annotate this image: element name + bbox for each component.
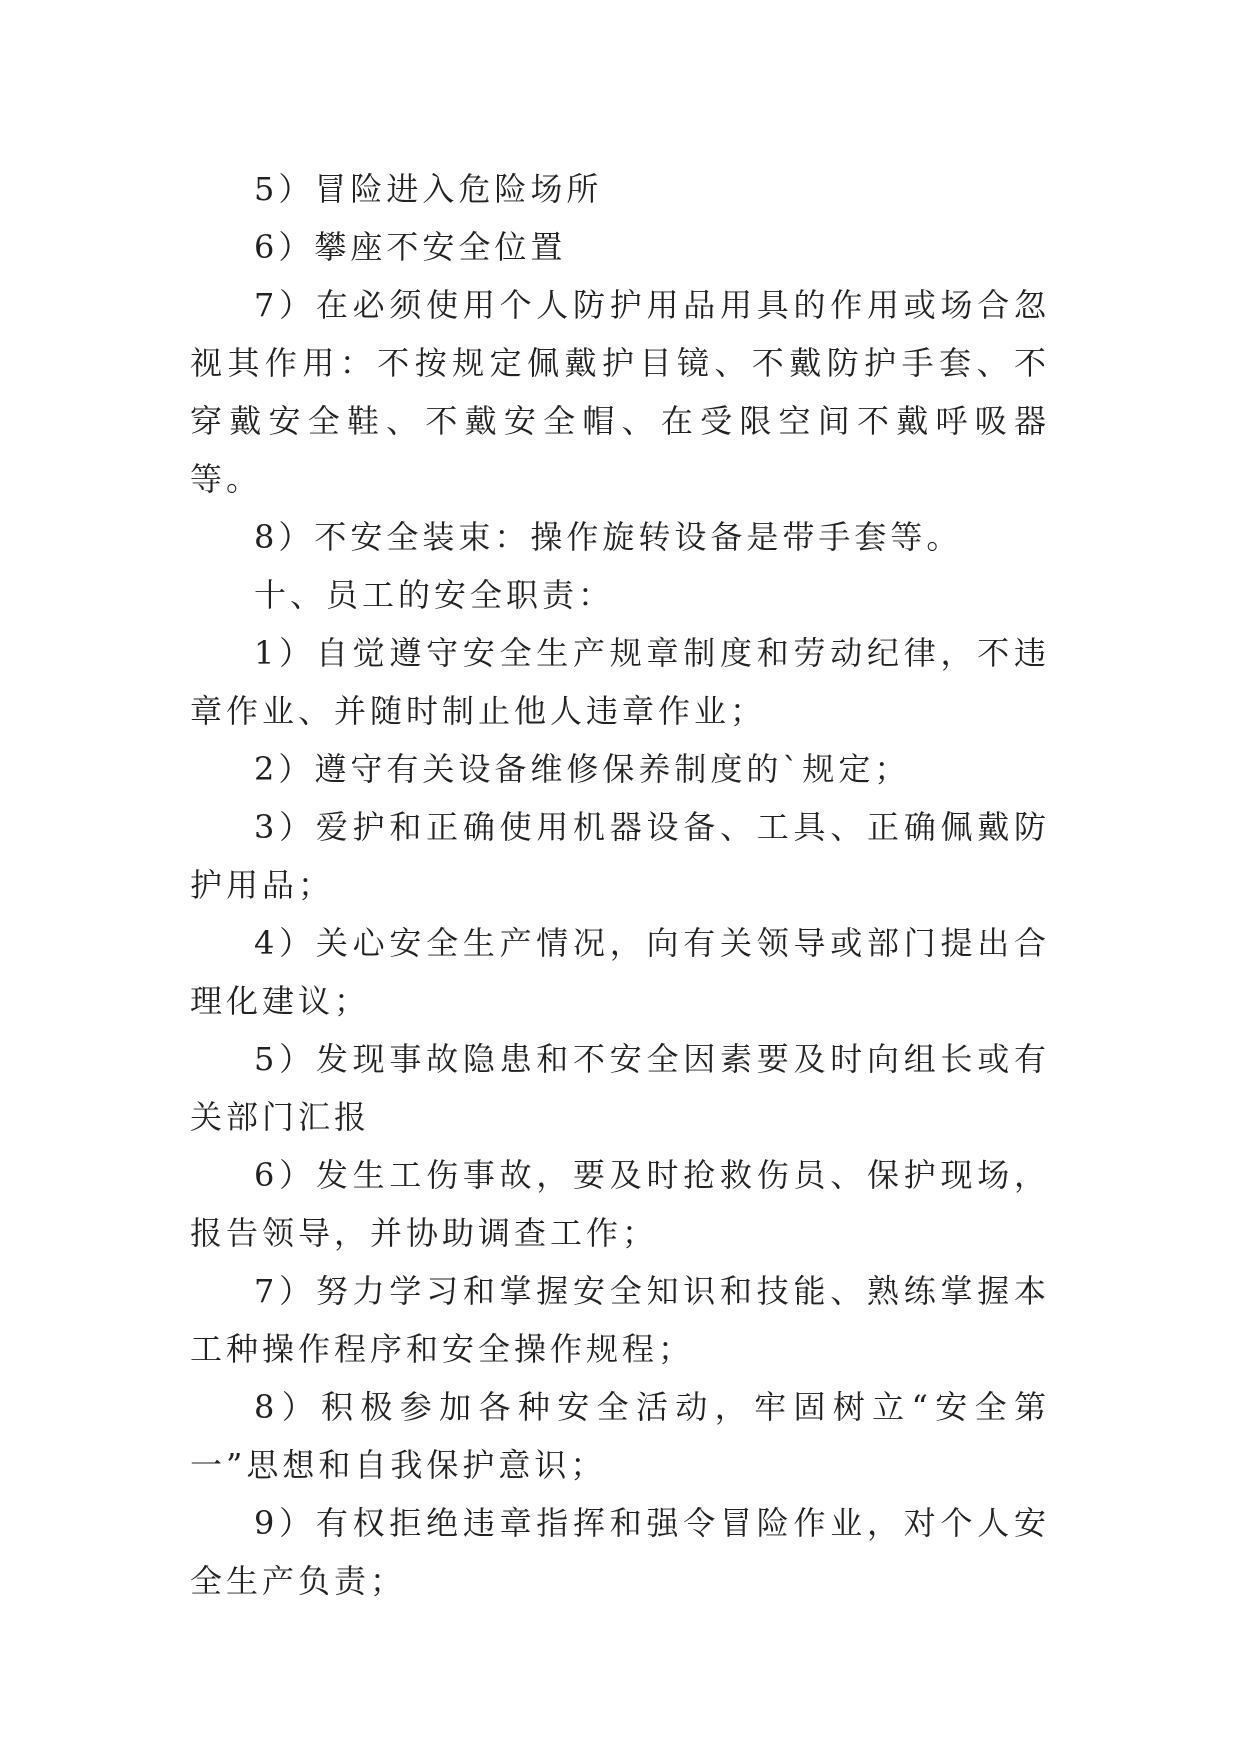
list-item-duty-2: 2）遵守有关设备维修保养制度的`规定； — [254, 750, 911, 788]
list-item-duty-5: 5）发现事故隐患和不安全因素要及时向组长或有关部门汇报 — [190, 1040, 1050, 1136]
list-item-duty-9: 9）有权拒绝违章指挥和强令冒险作业，对个人安全生产负责； — [190, 1504, 1050, 1600]
list-item-ignore-ppe: 7）在必须使用个人防护用品用具的作用或场合忽视其作用：不按规定佩戴护目镜、不戴防护手套、不穿戴安全鞋、不戴安全帽、在受限空间不戴呼吸器等。 — [190, 286, 1050, 498]
list-item-duty-6: 6）发生工伤事故，要及时抢救伤员、保护现场，报告领导，并协助调查工作； — [190, 1156, 1050, 1252]
list-item-duty-3: 3）爱护和正确使用机器设备、工具、正确佩戴防护用品； — [190, 808, 1050, 904]
list-item-duty-1: 1）自觉遵守安全生产规章制度和劳动纪律，不违章作业、并随时制止他人违章作业； — [190, 634, 1050, 730]
list-item-unsafe-position: 6）攀座不安全位置 — [254, 228, 567, 266]
section-heading-employee-duties: 十、员工的安全职责： — [254, 576, 615, 614]
document-body — [190, 160, 1050, 1610]
list-item-unsafe-attire: 8）不安全装束：操作旋转设备是带手套等。 — [254, 518, 963, 556]
list-item-risky-entry: 5）冒险进入危险场所 — [254, 170, 603, 208]
list-item-duty-4: 4）关心安全生产情况，向有关领导或部门提出合理化建议； — [190, 924, 1050, 1020]
list-item-duty-7: 7）努力学习和掌握安全知识和技能、熟练掌握本工种操作程序和安全操作规程； — [190, 1272, 1050, 1368]
list-item-duty-8: 8）积极参加各种安全活动，牢固树立“安全第一”思想和自我保护意识； — [190, 1388, 1050, 1484]
